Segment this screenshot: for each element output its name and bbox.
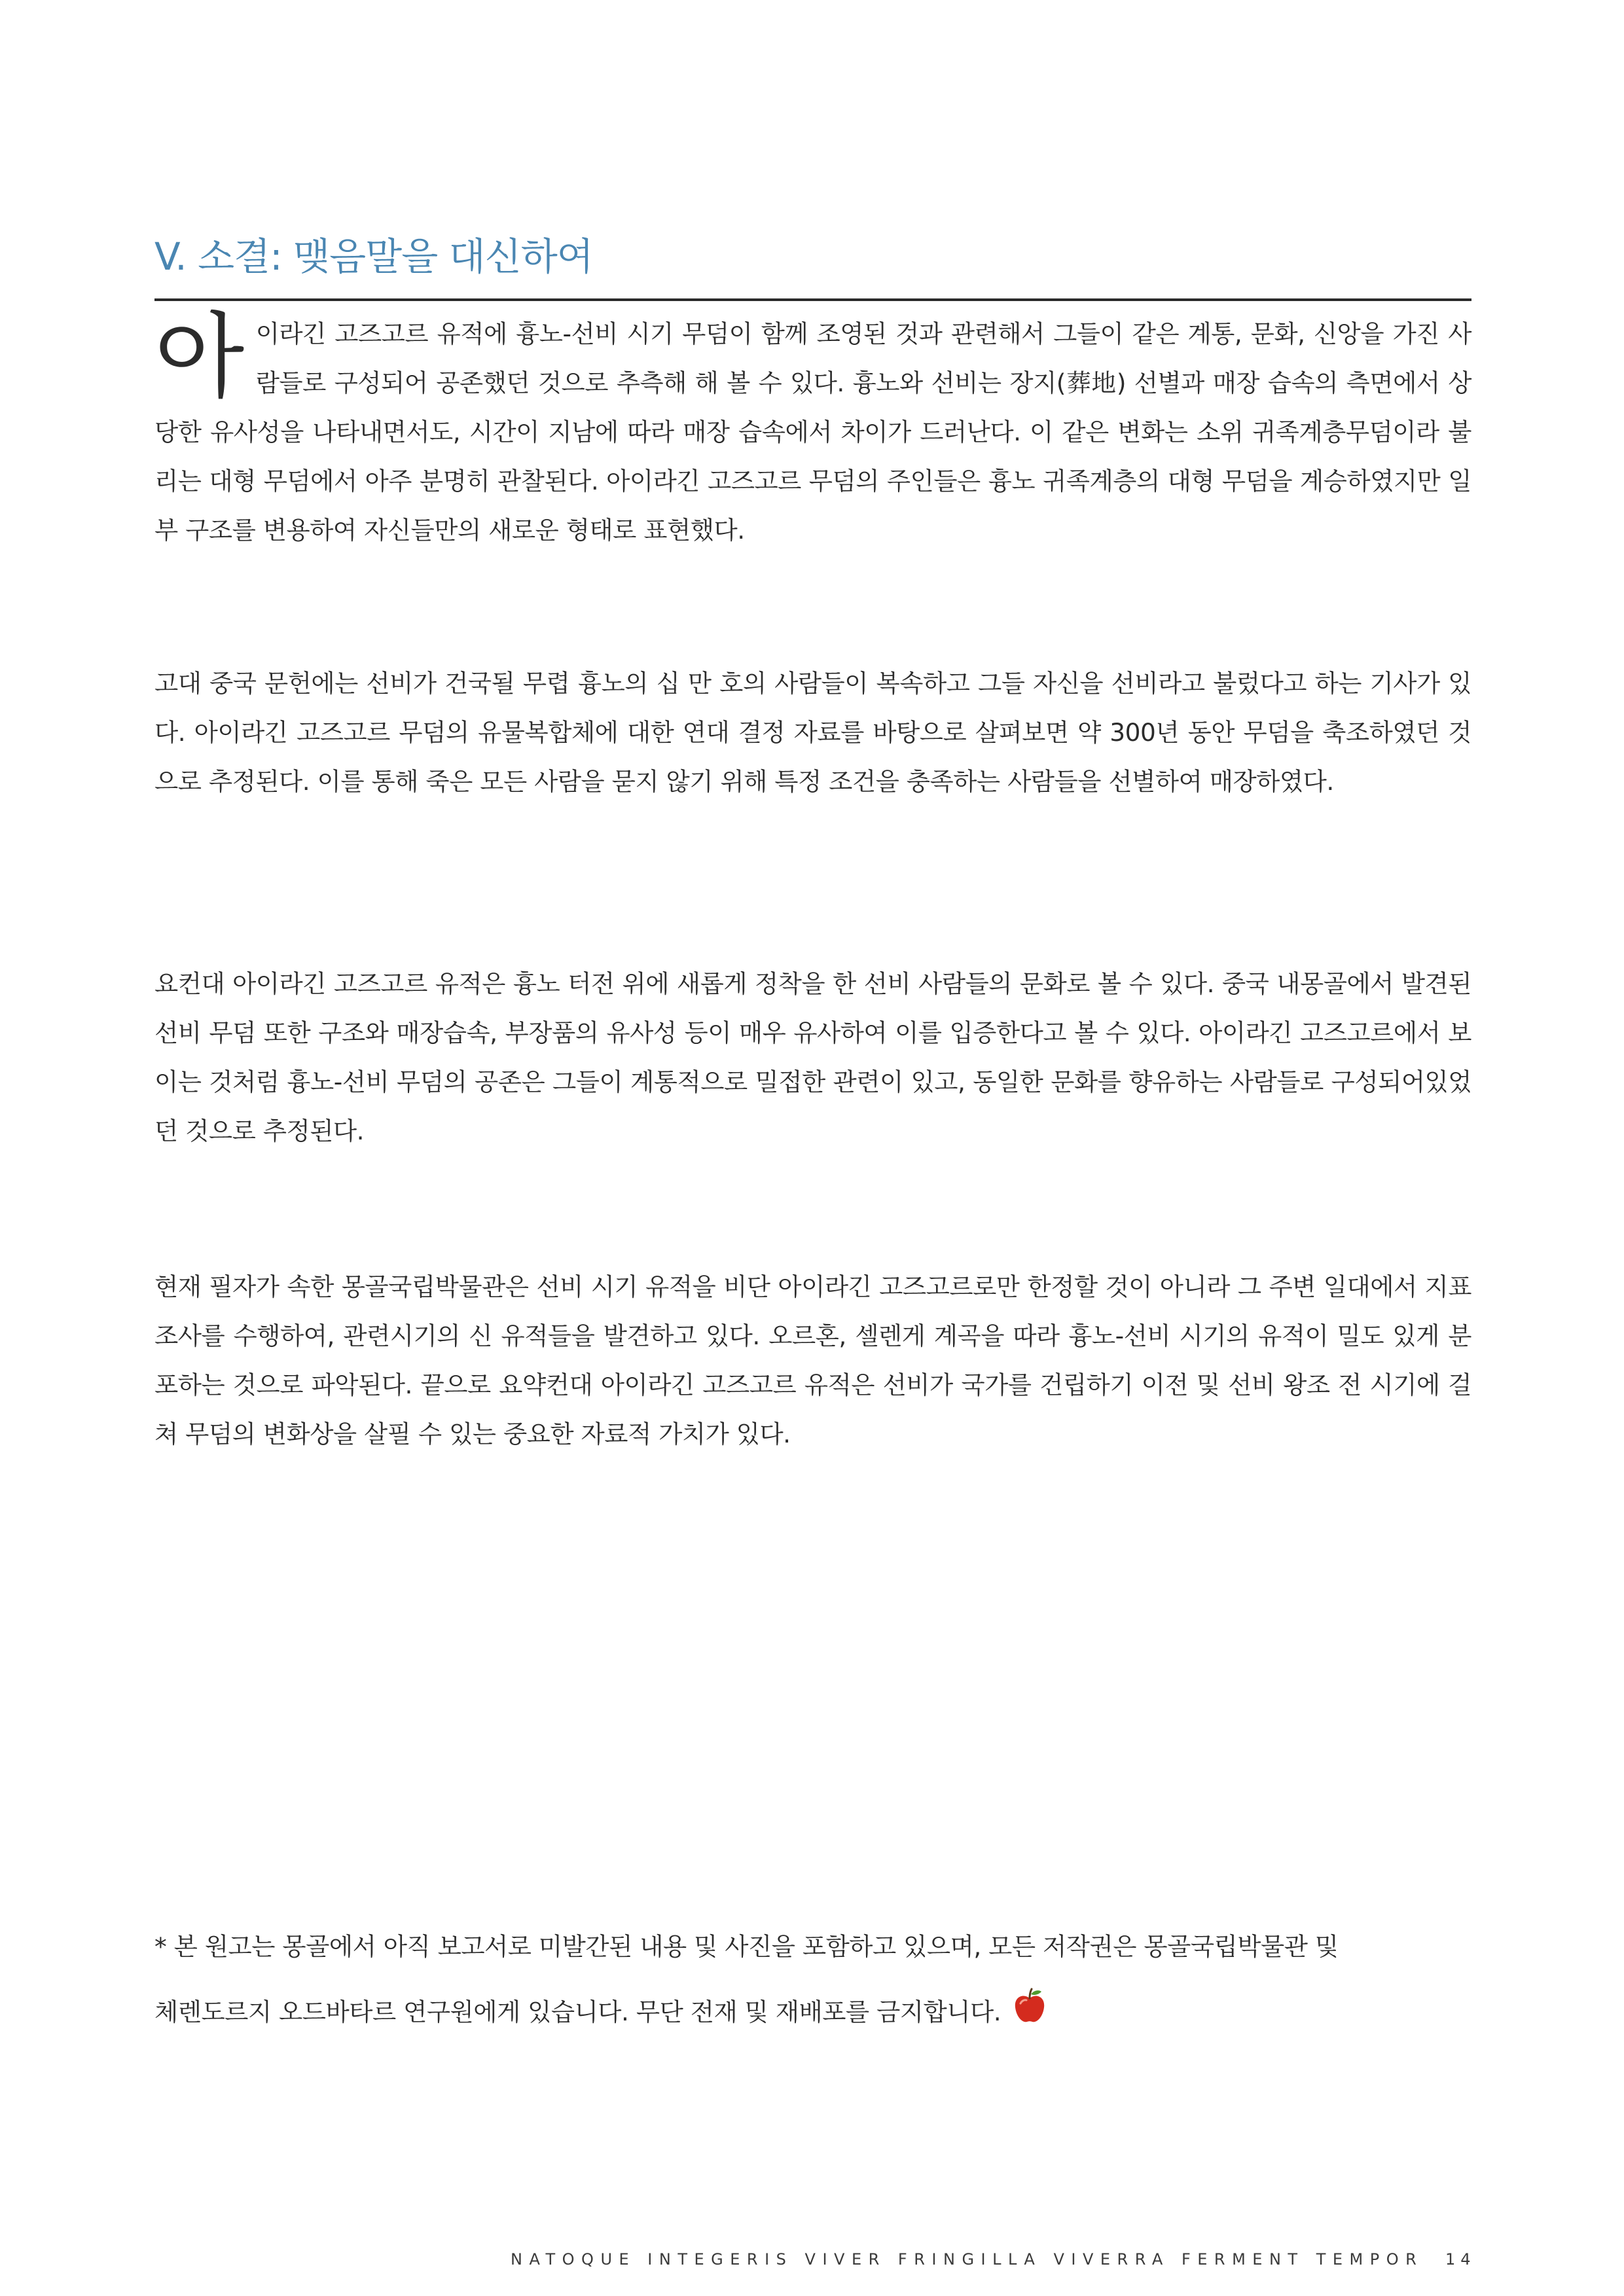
paragraph-4: 현재 필자가 속한 몽골국립박물관은 선비 시기 유적을 비단 아이라긴 고즈고르로만 한정할 것이 아니라 그 주변 일대에서 지표 조사를 수행하여, 관련시기의 신 유적들을 발견하고 있다. 오르혼, 셀렌게 계곡을 따라 흉노-선비 시기의 유적이 밀도 있게 분포하는 것으로 파악된다. 끝으로 요약컨대 아이라긴 고즈고르 유적은 선비가 국가를 건립하기 이전 및 선비 왕조 전 시기에 걸쳐 무덤의 변화상을 살필 수 있는 중요한 자료적 가치가 있다.: [154, 1272, 1471, 1448]
copyright-note-line-2: 체렌도르지 오드바타르 연구원에게 있습니다. 무단 전재 및 재배포를 금지합니다.: [154, 1998, 1001, 2026]
paragraph-2: 고대 중국 문헌에는 선비가 건국될 무렵 흉노의 십 만 호의 사람들이 복속하고 그들 자신을 선비라고 불렀다고 하는 기사가 있다. 아이라긴 고즈고르 무덤의 유물복합체에 대한 연대 결정 자료를 바탕으로 살펴보면 약 300년 동안 무덤을 축조하였던 것으로 추정된다. 이를 통해 죽은 모든 사람을 묻지 않기 위해 특정 조건을 충족하는 사람들을 선별하여 매장하였다.: [154, 669, 1471, 796]
title-divider: [154, 298, 1471, 301]
copyright-note-line-1: * 본 원고는 몽골에서 아직 보고서로 미발간된 내용 및 사진을 포함하고 있으며, 모든 저작권은 몽골국립박물관 및: [154, 1932, 1339, 1961]
section-title: V. 소결: 맺음말을 대신하여: [154, 234, 593, 279]
paragraph-3: 요컨대 아이라긴 고즈고르 유적은 흉노 터전 위에 새롭게 정착을 한 선비 사람들의 문화로 볼 수 있다. 중국 내몽골에서 발견된 선비 무덤 또한 구조와 매장습속, 부장품의 유사성 등이 매우 유사하여 이를 입증한다고 볼 수 있다. 아이라긴 고즈고르에서 보이는 것처럼 흉노-선비 무덤의 공존은 그들이 계통적으로 밀접한 관련이 있고, 동일한 문화를 향유하는 사람들로 구성되어있었던 것으로 추정된다.: [154, 969, 1471, 1145]
page-number: 14: [1445, 2250, 1476, 2269]
drop-cap: 아: [154, 303, 244, 411]
running-footer: NATOQUE INTEGERIS VIVER FRINGILLA VIVERRA FERMENT TEMPOR: [511, 2250, 1424, 2269]
copyright-note: [154, 1914, 1471, 2049]
paragraph-1: [154, 303, 1471, 555]
apple-icon: [1013, 1983, 1047, 2049]
paragraph-1-text: 이라긴 고즈고르 유적에 흉노-선비 시기 무덤이 함께 조영된 것과 관련해서 그들이 같은 계통, 문화, 신앙을 가진 사람들로 구성되어 공존했던 것으로 추측해 해 볼 수 있다. 흉노와 선비는 장지(葬地) 선별과 매장 습속의 측면에서 상당한 유사성을 나타내면서도, 시간이 지남에 따라 매장 습속에서 차이가 드러난다. 이 같은 변화는 소위 귀족계층무덤이라 불리는 대형 무덤에서 아주 분명히 관찰된다. 아이라긴 고즈고르 무덤의 주인들은 흉노 귀족계층의 대형 무덤을 계승하였지만 일부 구조를 변용하여 자신들만의 새로운 형태로 표현했다.: [154, 319, 1471, 545]
